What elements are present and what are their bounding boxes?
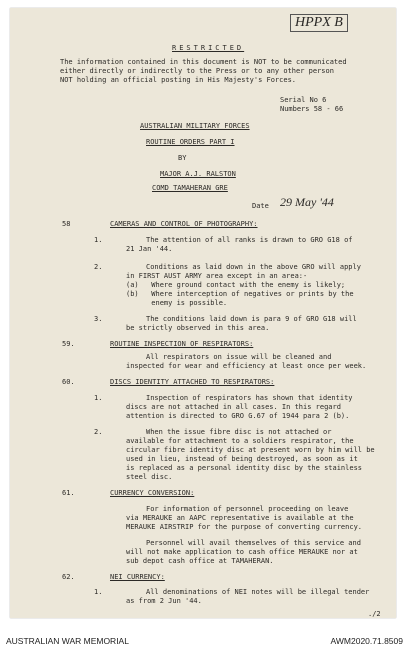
- section-number: 59.: [62, 340, 75, 348]
- para-line: When the issue fibre disc is not attached or: [146, 428, 332, 436]
- para-line: steel disc.: [126, 473, 173, 481]
- para-line: The attention of all ranks is drawn to GRO G18 of: [146, 236, 353, 244]
- para-line: 21 Jan '44.: [126, 245, 173, 253]
- footer-institution: AUSTRALIAN WAR MEMORIAL: [6, 636, 129, 646]
- section-title: ROUTINE INSPECTION OF RESPIRATORS:: [110, 340, 254, 348]
- serial-number: Serial No 6: [280, 96, 327, 104]
- para-line: sub depot cash office at TAMAHERAN.: [126, 557, 274, 565]
- section-number: 61.: [62, 489, 75, 497]
- section-title: NEI CURRENCY:: [110, 573, 165, 581]
- section-title: DISCS IDENTITY ATTACHED TO RESPIRATORS:: [110, 378, 275, 386]
- para-line: The conditions laid down is para 9 of GRO G18 will: [146, 315, 357, 323]
- footer-catalogue-number: AWM2020.71.8509: [330, 636, 403, 646]
- para-line: attention is directed to GRO G.67 of 1944 para 2 (b).: [126, 412, 350, 420]
- para-number: 1.: [94, 236, 103, 244]
- date-label: Date: [252, 202, 269, 210]
- para-line: will not make application to cash office MERAUKE nor at: [126, 548, 358, 556]
- section-number: 62.: [62, 573, 75, 581]
- document-page: [10, 8, 396, 618]
- para-line: Personnel will avail themselves of this service and: [146, 539, 361, 547]
- para-line: All respirators on issue will be cleaned and: [146, 353, 332, 361]
- para-number: 2.: [94, 263, 103, 271]
- para-number: 1.: [94, 394, 103, 402]
- section-title: CAMERAS AND CONTROL OF PHOTOGRAPHY:: [110, 220, 258, 228]
- handwritten-reference: HPPX B: [290, 14, 348, 32]
- para-line: in FIRST AUST ARMY area except in an area:-: [126, 272, 308, 280]
- para-line: be strictly observed in this area.: [126, 324, 270, 332]
- para-number: 1.: [94, 588, 103, 596]
- page-continuation: ./2: [368, 610, 381, 618]
- para-line: is replaced as a personal identity disc by the stainless: [126, 464, 363, 472]
- force-heading: AUSTRALIAN MILITARY FORCES: [140, 122, 250, 130]
- archive-footer: [0, 628, 411, 653]
- para-line: used in lieu, instead of being destroyed, as soon as it: [126, 455, 358, 463]
- order-numbers: Numbers 58 - 66: [280, 105, 344, 113]
- para-number: 3.: [94, 315, 103, 323]
- section-number: 60.: [62, 378, 75, 386]
- para-line: enemy is possible.: [126, 299, 228, 307]
- section-title: CURRENCY CONVERSION:: [110, 489, 195, 497]
- officer-name: MAJOR A.J. RALSTON: [160, 170, 236, 178]
- para-line: available for attachment to a soldiers respirator, the: [126, 437, 354, 445]
- para-line: inspected for wear and efficiency at least once per week.: [126, 362, 367, 370]
- para-line: circular fibre identity disc at present worn by him will be: [126, 446, 375, 454]
- by-line: BY: [178, 154, 187, 162]
- intro-line: either directly or indirectly to the Press or to any other person: [60, 67, 334, 75]
- classification-heading: RESTRICTED: [172, 44, 245, 52]
- intro-line: NOT holding an official posting in His Majesty's Forces.: [60, 76, 297, 84]
- para-line: Inspection of respirators has shown that identity: [146, 394, 353, 402]
- para-line: For information of personnel proceeding on leave: [146, 505, 349, 513]
- para-line: (b) Where interception of negatives or prints by the: [126, 290, 354, 298]
- para-line: via MERAUKE an AAPC representative is available at the: [126, 514, 354, 522]
- intro-line: The information contained in this document is NOT to be communicated: [60, 58, 347, 66]
- para-number: 2.: [94, 428, 103, 436]
- para-line: Conditions as laid down in the above GRO will apply: [146, 263, 361, 271]
- para-line: discs are not attached in all cases. In this regard: [126, 403, 341, 411]
- section-number: 58: [62, 220, 71, 228]
- handwritten-date: 29 May '44: [280, 195, 334, 209]
- para-line: MERAUKE AIRSTRIP for the purpose of converting currency.: [126, 523, 363, 531]
- para-line: (a) Where ground contact with the enemy is likely;: [126, 281, 346, 289]
- para-line: as from 2 Jun '44.: [126, 597, 202, 605]
- orders-heading: ROUTINE ORDERS PART I: [146, 138, 235, 146]
- para-line: All denominations of NEI notes will be illegal tender: [146, 588, 370, 596]
- unit-name: COMD TAMAHERAN GRE: [152, 184, 228, 192]
